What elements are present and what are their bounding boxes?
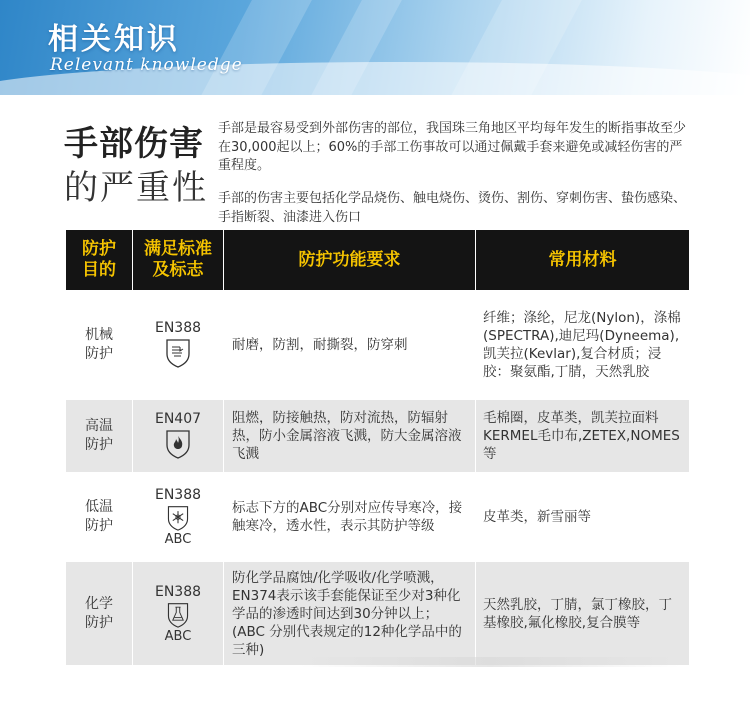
standard-cell bbox=[133, 472, 224, 562]
materials-cell: 天然乳胶，丁腈，氯丁橡胶，丁基橡胶,氟化橡胶,复合膜等 bbox=[476, 562, 690, 665]
purpose-cell bbox=[66, 400, 133, 472]
table-row bbox=[66, 400, 689, 472]
standard-code: EN407 bbox=[154, 411, 202, 427]
banner-subtitle: Relevant knowledge bbox=[50, 55, 243, 75]
standard-abc: ABC bbox=[164, 532, 192, 547]
purpose-line1: 高温 bbox=[85, 418, 113, 434]
purpose-cell bbox=[66, 472, 133, 562]
header-standard bbox=[133, 230, 224, 290]
table-row bbox=[66, 472, 689, 562]
materials-cell: 纤维；涤纶，尼龙(Nylon)，涤棉(SPECTRA),迪尼玛(Dyneema),凯芙拉(Kevlar),复合材质；浸胶：聚氨酯,丁腈，天然乳胶 bbox=[476, 290, 690, 400]
standard-cell bbox=[133, 562, 224, 665]
purpose-line1: 化学 bbox=[85, 595, 113, 612]
section-heading-light: 的严重性 bbox=[64, 168, 208, 208]
header-purpose-line1: 防护 bbox=[82, 239, 116, 259]
purpose-cell bbox=[66, 290, 133, 400]
requirement-cell: 标志下方的ABC分别对应传导寒冷，接触寒冷，透水性，表示其防护等级 bbox=[224, 472, 476, 562]
standard-abc: ABC bbox=[164, 628, 192, 644]
purpose-line2: 防护 bbox=[85, 518, 113, 534]
purpose-line2: 防护 bbox=[85, 437, 113, 453]
standard-cell bbox=[133, 400, 224, 472]
standard-cell bbox=[133, 290, 224, 400]
materials-cell: 皮革类，新雪丽等 bbox=[476, 472, 690, 562]
bottom-decor-line bbox=[300, 657, 680, 667]
purpose-line2: 防护 bbox=[85, 614, 113, 631]
standard-code: EN388 bbox=[154, 583, 202, 600]
purpose-cell bbox=[66, 562, 133, 665]
materials-cell: 毛棉圈，皮革类，凯芙拉面料KERMEL毛巾布,ZETEX,NOMES等 bbox=[476, 400, 690, 472]
protection-table bbox=[66, 230, 689, 665]
purpose-line2: 防护 bbox=[85, 346, 113, 362]
header-requirement: 防护功能要求 bbox=[224, 230, 476, 290]
header-standard-line1: 满足标准 bbox=[144, 239, 212, 259]
standard-code: EN388 bbox=[154, 320, 202, 336]
table-header-row bbox=[66, 230, 689, 290]
intro-paragraph-1: 手部是最容易受到外部伤害的部位，我国珠三角地区平均每年发生的断指事故至少在30,000起以上；60%的手部工伤事故可以通过佩戴手套来避免或减轻伤害的严重程度。 bbox=[218, 121, 687, 173]
header-purpose bbox=[66, 230, 133, 290]
intro-paragraph-2: 手部的伤害主要包括化学品烧伤、触电烧伤、烫伤、割伤、穿刺伤害、蛰伤感染、手指断裂、油漆进入伤口 bbox=[218, 191, 687, 225]
purpose-line1: 低温 bbox=[85, 499, 113, 515]
header-purpose-line2: 目的 bbox=[82, 260, 116, 280]
header-standard-line2: 及标志 bbox=[152, 260, 204, 280]
section-heading-bold: 手部伤害 bbox=[64, 124, 204, 164]
banner-title: 相关知识 bbox=[48, 22, 180, 57]
chemical-flask-icon bbox=[166, 602, 190, 628]
mechanical-glove-icon bbox=[165, 338, 191, 368]
snowflake-icon bbox=[166, 505, 190, 531]
requirement-cell: 阻燃，防接触热，防对流热，防辐射热，防小金属溶液飞溅，防大金属溶液飞溅 bbox=[224, 400, 476, 472]
purpose-line1: 机械 bbox=[85, 327, 113, 343]
requirement-cell: 耐磨，防割，耐撕裂，防穿刺 bbox=[224, 290, 476, 400]
header-materials: 常用材料 bbox=[476, 230, 690, 290]
header-banner bbox=[0, 0, 750, 95]
flame-icon bbox=[165, 429, 191, 459]
standard-code: EN388 bbox=[154, 487, 202, 503]
table-row bbox=[66, 562, 689, 665]
requirement-cell: 防化学品腐蚀/化学吸收/化学喷溅，EN374表示该手套能保证至少对3种化学品的渗透时间达到30分钟以上；(ABC 分别代表规定的12种化学品中的三种) bbox=[224, 562, 476, 665]
table-row bbox=[66, 290, 689, 400]
